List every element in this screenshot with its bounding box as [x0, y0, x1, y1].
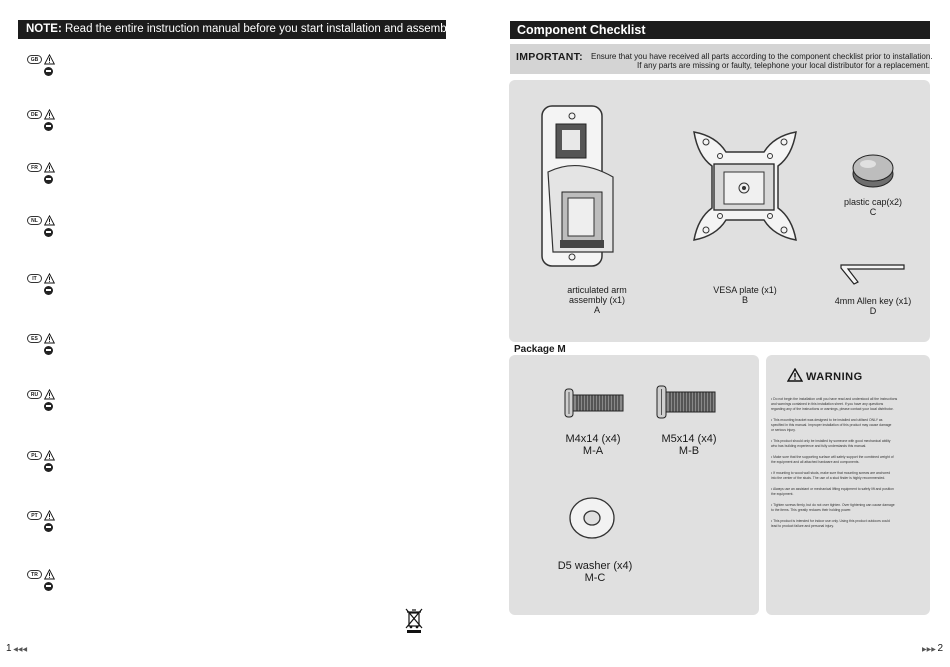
warning-line: • Make sure that the supporting surface will safely support the combined weight of — [771, 455, 894, 459]
page-arrows-left-icon: ◀◀◀ — [11, 647, 28, 653]
warning-triangle-icon — [44, 162, 55, 173]
important-box — [510, 44, 933, 74]
warning-line: • This product should only be installed by someone with good mechanical ability — [771, 439, 891, 443]
important-label: IMPORTANT: — [516, 51, 583, 63]
component-a-caption — [556, 285, 638, 315]
warning-line: the equipment. — [771, 492, 794, 496]
page-number-right-value: 2 — [937, 643, 944, 654]
note-label: NOTE: — [26, 23, 62, 35]
language-code: FR — [27, 163, 42, 172]
hand-icon — [44, 346, 53, 355]
note-banner — [18, 20, 458, 39]
warning-line: • Tighten screws firmly, but do not over tighten. Over tightening can cause damage — [771, 503, 895, 507]
component-c-caption — [830, 197, 916, 217]
language-code: PT — [27, 511, 42, 520]
warning-line: specified in this manual. Improper installation of this product may cause damage — [771, 423, 892, 427]
package-item-m-b-caption — [644, 433, 734, 457]
warning-line: into the center of the studs. The use of a stud finder is highly recommended. — [771, 476, 886, 480]
warning-line: and warnings contained in this installation sheet. If you have any questions — [771, 402, 884, 406]
component-d-caption — [826, 296, 920, 316]
warning-line: • This product is intended for indoor use only. Using this product outdoors could — [771, 519, 890, 523]
warning-triangle-icon — [787, 368, 803, 382]
warning-line: lead to product failure and personal injury. — [771, 524, 834, 528]
screw-m5-illustration — [655, 384, 719, 420]
component-b-caption — [698, 285, 792, 305]
warning-triangle-icon — [44, 333, 55, 344]
hand-icon — [44, 523, 53, 532]
warning-triangle-icon — [44, 109, 55, 120]
component-d-name: 4mm Allen key (x1) — [834, 296, 912, 306]
component-checklist-title: Component Checklist — [510, 21, 930, 39]
language-marker — [27, 274, 67, 300]
package-item-m-c-caption — [540, 560, 650, 584]
package-m-title: Package M — [514, 344, 566, 355]
component-a-name-2: assembly (x1) — [568, 295, 625, 305]
package-item-m-c-code: M-C — [584, 572, 606, 584]
language-code: ES — [27, 334, 42, 343]
articulated-arm-illustration — [538, 102, 618, 272]
language-marker — [27, 55, 67, 81]
component-a-name: articulated arm — [567, 285, 627, 295]
component-b-letter: B — [741, 295, 748, 305]
language-marker — [27, 163, 67, 189]
language-code: DE — [27, 110, 42, 119]
component-d-letter: D — [869, 306, 877, 316]
hand-icon — [44, 175, 53, 184]
language-marker — [27, 390, 67, 416]
allen-key-illustration — [838, 262, 908, 286]
screw-m4-illustration — [563, 386, 627, 420]
package-item-m-c-name: D5 washer (x4) — [557, 560, 633, 572]
component-c-letter: C — [869, 207, 877, 217]
warning-triangle-icon — [44, 54, 55, 65]
hand-icon — [44, 67, 53, 76]
language-code: NL — [27, 216, 42, 225]
hand-icon — [44, 228, 53, 237]
warning-panel — [766, 355, 930, 615]
language-code: IT — [27, 274, 42, 283]
package-item-m-a-code: M-A — [582, 445, 604, 457]
warning-line: • If mounting to wood wall studs, make sure that mounting screws are anchored — [771, 471, 891, 475]
warning-triangle-icon — [44, 389, 55, 400]
component-c-name: plastic cap(x2) — [843, 197, 903, 207]
washer-illustration — [568, 496, 616, 540]
page-number-left — [6, 643, 27, 654]
component-b-name: VESA plate (x1) — [713, 285, 777, 295]
language-marker — [27, 451, 67, 477]
important-line-1: Ensure that you have received all parts according to the component checklist prior to installation. — [591, 52, 933, 61]
vesa-plate-illustration — [686, 122, 804, 250]
weee-bin-icon — [404, 608, 424, 634]
language-code: GB — [27, 55, 42, 64]
important-line-2: If any parts are missing or faulty, telephone your local distributor for a replacement. — [637, 61, 930, 70]
page-number-right — [922, 643, 943, 654]
hand-icon — [44, 286, 53, 295]
warning-line: or serious injury. — [771, 428, 796, 432]
warning-line: to the items. This greatly reduces their holding power. — [771, 508, 852, 512]
language-marker — [27, 334, 67, 360]
warning-triangle-icon — [44, 510, 55, 521]
warning-line: who has building experience and fully understands this manual. — [771, 444, 867, 448]
warning-triangle-icon — [44, 215, 55, 226]
warning-line: • Always use an assistant or mechanical lifting equipment to safely lift and position — [771, 487, 894, 491]
hand-icon — [44, 122, 53, 131]
page-number-left-value: 1 — [6, 643, 12, 654]
hand-icon — [44, 402, 53, 411]
hand-icon — [44, 582, 53, 591]
language-marker — [27, 511, 67, 537]
language-marker — [27, 110, 67, 136]
plastic-cap-illustration — [850, 150, 896, 190]
warning-line: • Do not begin the installation until you have read and understood all the instructions — [771, 397, 898, 401]
warning-line: • This mounting bracket was designed to be installed and utilised ONLY as — [771, 418, 883, 422]
note-text: Read the entire instruction manual before you start installation and assembly. — [64, 23, 458, 35]
language-marker — [27, 216, 67, 242]
language-code: RU — [27, 390, 42, 399]
language-marker — [27, 570, 67, 596]
component-a-letter: A — [593, 305, 600, 315]
warning-triangle-icon — [44, 569, 55, 580]
warning-line: the equipment and all attached hardware and components. — [771, 460, 860, 464]
page-arrows-right-icon: ▶▶▶ — [922, 647, 938, 653]
language-code: TR — [27, 570, 42, 579]
warning-triangle-icon — [44, 450, 55, 461]
warning-triangle-icon — [44, 273, 55, 284]
hand-icon — [44, 463, 53, 472]
warning-title: WARNING — [806, 371, 863, 383]
package-item-m-b-name: M5x14 (x4) — [661, 433, 717, 445]
package-item-m-a-name: M4x14 (x4) — [565, 433, 621, 445]
package-item-m-b-code: M-B — [678, 445, 700, 457]
package-item-m-a-caption — [548, 433, 638, 457]
language-code: PL — [27, 451, 42, 460]
warning-line: regarding any of the instructions or warnings, please contact your local distributor. — [771, 407, 894, 411]
